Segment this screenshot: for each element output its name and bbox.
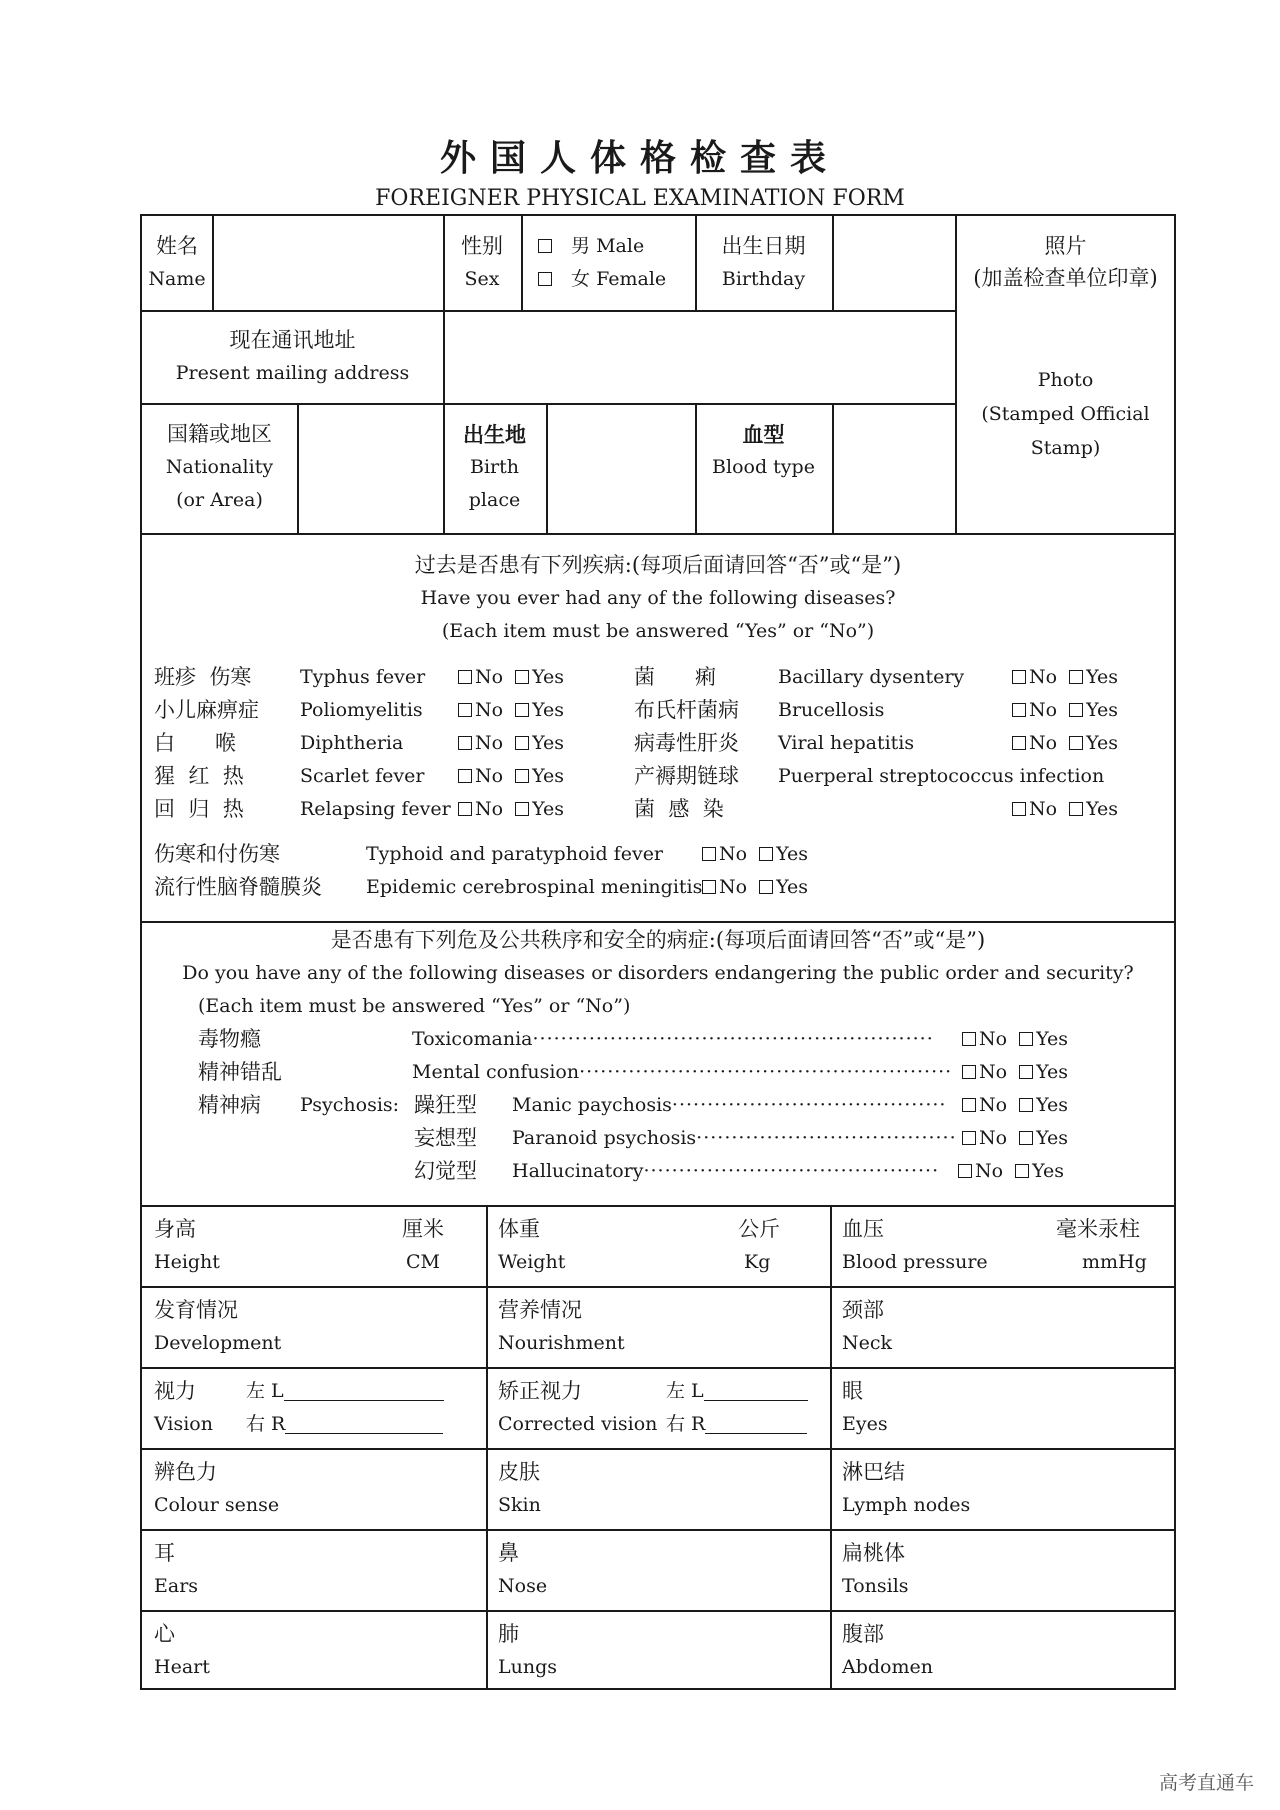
- yes-checkbox[interactable]: [1069, 703, 1083, 717]
- height-label-en: Height: [154, 1251, 220, 1273]
- no-label: No: [475, 699, 504, 721]
- yes-label: Yes: [1086, 699, 1118, 721]
- past-question-note: (Each item must be answered “Yes” or “No”): [441, 620, 875, 642]
- sex-label-en: Sex: [464, 268, 500, 290]
- yes-checkbox[interactable]: [1019, 1032, 1033, 1046]
- yes-label: Yes: [532, 798, 564, 820]
- vision-right-input[interactable]: [285, 1411, 443, 1434]
- divider: [486, 1205, 488, 1690]
- disease-cn: 班疹 伤寒: [154, 665, 252, 689]
- disease-en: Scarlet fever: [300, 765, 425, 787]
- vision-label-en: Vision: [154, 1413, 213, 1435]
- bp-unit-en: mmHg: [1082, 1251, 1147, 1273]
- ears-label-en: Ears: [154, 1575, 199, 1597]
- disease-cn: 菌 感 染: [634, 797, 724, 821]
- yes-checkbox[interactable]: [515, 703, 529, 717]
- disorder-en-text: Hallucinatory: [512, 1160, 644, 1182]
- disorder-en: Manic paychosis·······································: [512, 1094, 947, 1116]
- disease-en: Typhus fever: [300, 666, 426, 688]
- lymph-label-en: Lymph nodes: [842, 1494, 971, 1516]
- nationality-input[interactable]: [299, 405, 442, 531]
- male-label: 男 Male: [571, 235, 645, 257]
- disorder-en-text: Paranoid psychosis: [512, 1127, 697, 1149]
- divider: [142, 1367, 1174, 1369]
- yes-checkbox[interactable]: [1069, 802, 1083, 816]
- no-label: No: [979, 1028, 1008, 1050]
- disease-cn: 布氏杆菌病: [634, 698, 739, 722]
- divider: [830, 1205, 832, 1690]
- disease-cn: 回 归 热: [154, 797, 244, 821]
- no-checkbox[interactable]: [1012, 802, 1026, 816]
- watermark: 高考直通车: [1158, 1772, 1254, 1794]
- divider: [142, 1529, 1174, 1531]
- address-label-cn: 现在通讯地址: [229, 328, 356, 352]
- name-label-en: Name: [148, 268, 206, 290]
- no-label: No: [1029, 798, 1058, 820]
- disease-cn: 猩 红 热: [154, 764, 244, 788]
- abdomen-label-en: Abdomen: [842, 1656, 933, 1678]
- divider: [142, 1205, 1174, 1207]
- disease-cn: 菌 痢: [634, 665, 717, 689]
- corrected-right-label: 右 R: [666, 1413, 706, 1435]
- disorder-en: Psychosis:: [300, 1094, 400, 1116]
- form-title-en: FOREIGNER PHYSICAL EXAMINATION FORM: [375, 186, 905, 211]
- yes-label: Yes: [1036, 1127, 1068, 1149]
- birthplace-label-cn: 出生地: [463, 422, 526, 447]
- blood-type-label-en: Blood type: [712, 456, 815, 478]
- vision-left-label: 左 L: [246, 1380, 284, 1402]
- corrected-left-label: 左 L: [666, 1380, 704, 1402]
- height-unit-en: CM: [406, 1251, 440, 1273]
- birthday-input[interactable]: [834, 218, 954, 308]
- birthplace-input[interactable]: [548, 405, 694, 531]
- past-question-cn: 过去是否患有下列疾病:(每项后面请回答“否”或“是”): [414, 553, 902, 577]
- yes-checkbox[interactable]: [1069, 670, 1083, 684]
- sex-label-cn: 性别: [461, 234, 503, 258]
- yes-label: Yes: [532, 666, 564, 688]
- abdomen-label-cn: 腹部: [842, 1622, 884, 1646]
- lungs-label-en: Lungs: [498, 1656, 558, 1678]
- neck-label-en: Neck: [842, 1332, 893, 1354]
- bp-label-cn: 血压: [842, 1217, 884, 1241]
- public-question-en: Do you have any of the following diseases or disorders endangering the public order and security?: [182, 962, 1134, 984]
- disorder-en: Paranoid psychosis·····································: [512, 1127, 957, 1149]
- no-label: No: [719, 876, 748, 898]
- disease-cn: 伤寒和付伤寒: [154, 842, 280, 866]
- divider: [142, 533, 1174, 535]
- height-unit-cn: 厘米: [402, 1217, 444, 1241]
- disorder-cn: 毒物瘾: [198, 1027, 261, 1051]
- no-checkbox[interactable]: [962, 1098, 976, 1112]
- development-label-en: Development: [154, 1332, 282, 1354]
- divider: [521, 216, 523, 310]
- disorder-cn: 妄想型: [414, 1126, 477, 1150]
- yes-checkbox[interactable]: [1019, 1065, 1033, 1079]
- yes-label: Yes: [1086, 666, 1118, 688]
- yes-label: Yes: [776, 843, 808, 865]
- birthplace-label-en: Birth: [470, 456, 519, 478]
- weight-label-en: Weight: [498, 1251, 566, 1273]
- no-checkbox[interactable]: [458, 769, 472, 783]
- disorder-en-text: Mental confusion: [412, 1061, 580, 1083]
- weight-label-cn: 体重: [498, 1217, 540, 1241]
- yes-checkbox[interactable]: [1015, 1164, 1029, 1178]
- vision-right-label: 右 R: [246, 1413, 286, 1435]
- nationality-label-cn: 国籍或地区: [167, 422, 272, 446]
- vision-left-input[interactable]: [284, 1378, 444, 1401]
- blood-type-input[interactable]: [834, 405, 954, 531]
- photo-stamp-en-2: Stamp): [1030, 437, 1101, 459]
- no-label: No: [475, 798, 504, 820]
- yes-checkbox[interactable]: [1019, 1098, 1033, 1112]
- tonsils-label-cn: 扁桃体: [842, 1541, 905, 1565]
- yes-checkbox[interactable]: [1069, 736, 1083, 750]
- disorder-cn: 躁狂型: [414, 1093, 477, 1117]
- disease-cn: 病毒性肝炎: [634, 731, 739, 755]
- disease-cn: 小儿麻痹症: [154, 698, 259, 722]
- public-question-cn: 是否患有下列危及公共秩序和安全的病症:(每项后面请回答“否”或“是”): [330, 928, 986, 952]
- disorder-cn: 精神错乱: [198, 1060, 282, 1084]
- yes-label: Yes: [1086, 732, 1118, 754]
- photo-stamp-en: (Stamped Official: [981, 403, 1150, 425]
- yes-checkbox[interactable]: [515, 670, 529, 684]
- corrected-left-input[interactable]: [704, 1378, 808, 1401]
- male-checkbox[interactable]: [538, 239, 552, 253]
- blood-type-label-cn: 血型: [742, 422, 785, 447]
- disorder-cn: 精神病: [198, 1093, 261, 1117]
- divider: [142, 1610, 1174, 1612]
- nourishment-label-cn: 营养情况: [498, 1298, 582, 1322]
- tonsils-label-en: Tonsils: [842, 1575, 909, 1597]
- female-label: 女 Female: [571, 268, 667, 290]
- no-checkbox[interactable]: [458, 670, 472, 684]
- yes-checkbox[interactable]: [515, 802, 529, 816]
- no-label: No: [1029, 699, 1058, 721]
- eyes-label-cn: 眼: [842, 1379, 863, 1403]
- nourishment-label-en: Nourishment: [498, 1332, 625, 1354]
- bp-unit-cn: 毫米汞柱: [1056, 1217, 1140, 1241]
- disorder-en-text: Toxicomania: [412, 1028, 533, 1050]
- no-label: No: [979, 1094, 1008, 1116]
- yes-label: Yes: [532, 732, 564, 754]
- no-checkbox[interactable]: [1012, 736, 1026, 750]
- name-input[interactable]: [214, 218, 442, 308]
- no-label: No: [475, 666, 504, 688]
- address-label-en: Present mailing address: [175, 362, 410, 384]
- yes-label: Yes: [1036, 1028, 1068, 1050]
- colour-sense-label-cn: 辨色力: [154, 1460, 217, 1484]
- bp-label-en: Blood pressure: [842, 1251, 988, 1273]
- no-checkbox[interactable]: [962, 1131, 976, 1145]
- no-label: No: [475, 765, 504, 787]
- disease-en: Poliomyelitis: [300, 699, 423, 721]
- disease-en: Epidemic cerebrospinal meningitis: [366, 876, 703, 898]
- nose-label-cn: 鼻: [498, 1541, 519, 1565]
- yes-label: Yes: [532, 699, 564, 721]
- photo-label-en: Photo: [1037, 369, 1094, 391]
- no-checkbox[interactable]: [962, 1065, 976, 1079]
- public-question-note: (Each item must be answered “Yes” or “No”): [198, 995, 631, 1017]
- vision-label-cn: 视力: [154, 1379, 196, 1403]
- no-checkbox[interactable]: [1012, 703, 1026, 717]
- weight-unit-en: Kg: [744, 1251, 771, 1273]
- birthplace-label-en-2: place: [468, 489, 521, 511]
- nationality-label-en-2: (or Area): [176, 489, 263, 511]
- nose-label-en: Nose: [498, 1575, 548, 1597]
- nationality-label-en: Nationality: [165, 456, 274, 478]
- yes-checkbox[interactable]: [515, 769, 529, 783]
- birthday-label-en: Birthday: [721, 268, 806, 290]
- yes-checkbox[interactable]: [1019, 1131, 1033, 1145]
- no-checkbox[interactable]: [962, 1032, 976, 1046]
- lymph-label-cn: 淋巴结: [842, 1460, 905, 1484]
- divider: [142, 921, 1174, 923]
- disease-en: Viral hepatitis: [778, 732, 915, 754]
- corrected-right-input[interactable]: [705, 1411, 807, 1434]
- no-checkbox[interactable]: [958, 1164, 972, 1178]
- yes-label: Yes: [1032, 1160, 1064, 1182]
- birthday-label-cn: 出生日期: [721, 234, 806, 258]
- yes-checkbox[interactable]: [759, 847, 773, 861]
- disorder-cn: 幻觉型: [414, 1159, 477, 1183]
- female-checkbox[interactable]: [538, 272, 552, 286]
- no-checkbox[interactable]: [702, 847, 716, 861]
- name-label-cn: 姓名: [156, 234, 198, 258]
- no-label: No: [1029, 666, 1058, 688]
- disease-en: Puerperal streptococcus infection: [778, 765, 1105, 787]
- disease-en: Bacillary dysentery: [778, 666, 965, 688]
- yes-label: Yes: [1086, 798, 1118, 820]
- height-label-cn: 身高: [154, 1217, 196, 1241]
- no-label: No: [1029, 732, 1058, 754]
- disease-en: Relapsing fever: [300, 798, 451, 820]
- no-label: No: [975, 1160, 1004, 1182]
- divider: [142, 1448, 1174, 1450]
- disease-en: Typhoid and paratyphoid fever: [366, 843, 664, 865]
- disorder-en: Toxicomania·························································: [412, 1028, 934, 1050]
- disease-en: Brucellosis: [778, 699, 885, 721]
- heart-label-cn: 心: [154, 1622, 175, 1646]
- weight-unit-cn: 公斤: [738, 1217, 780, 1241]
- divider: [142, 1286, 1174, 1288]
- no-checkbox[interactable]: [458, 736, 472, 750]
- exam-form: [140, 214, 1176, 1690]
- colour-sense-label-en: Colour sense: [154, 1494, 280, 1516]
- address-input[interactable]: [445, 312, 953, 401]
- neck-label-cn: 颈部: [842, 1298, 884, 1322]
- disorder-en: Mental confusion·····················································: [412, 1061, 953, 1083]
- no-checkbox[interactable]: [1012, 670, 1026, 684]
- no-checkbox[interactable]: [702, 880, 716, 894]
- disease-cn: 流行性脑脊髓膜炎: [154, 875, 322, 899]
- form-title-cn: 外国人体格检查表: [439, 137, 840, 179]
- disease-cn: 产褥期链球: [634, 764, 739, 788]
- no-label: No: [719, 843, 748, 865]
- photo-label-cn: 照片: [1044, 234, 1087, 258]
- eyes-label-en: Eyes: [842, 1413, 888, 1435]
- corrected-vision-label-en: Corrected vision: [498, 1413, 658, 1435]
- no-label: No: [979, 1127, 1008, 1149]
- no-checkbox[interactable]: [458, 802, 472, 816]
- no-label: No: [475, 732, 504, 754]
- yes-label: Yes: [1036, 1061, 1068, 1083]
- photo-stamp-cn: (加盖检查单位印章): [973, 266, 1158, 290]
- yes-checkbox[interactable]: [759, 880, 773, 894]
- past-question-en: Have you ever had any of the following diseases?: [420, 587, 896, 609]
- skin-label-en: Skin: [498, 1494, 541, 1516]
- development-label-cn: 发育情况: [154, 1298, 238, 1322]
- disorder-en-text: Manic paychosis: [512, 1094, 672, 1116]
- no-checkbox[interactable]: [458, 703, 472, 717]
- no-label: No: [979, 1061, 1008, 1083]
- lungs-label-cn: 肺: [498, 1622, 519, 1646]
- heart-label-en: Heart: [154, 1656, 210, 1678]
- yes-checkbox[interactable]: [515, 736, 529, 750]
- disease-en: Diphtheria: [300, 732, 404, 754]
- disease-cn: 白 喉: [154, 731, 237, 755]
- ears-label-cn: 耳: [154, 1541, 175, 1565]
- yes-label: Yes: [776, 876, 808, 898]
- disorder-en: Hallucinatory··········································: [512, 1160, 940, 1182]
- yes-label: Yes: [532, 765, 564, 787]
- skin-label-cn: 皮肤: [498, 1460, 540, 1484]
- corrected-vision-label-cn: 矫正视力: [498, 1379, 582, 1403]
- yes-label: Yes: [1036, 1094, 1068, 1116]
